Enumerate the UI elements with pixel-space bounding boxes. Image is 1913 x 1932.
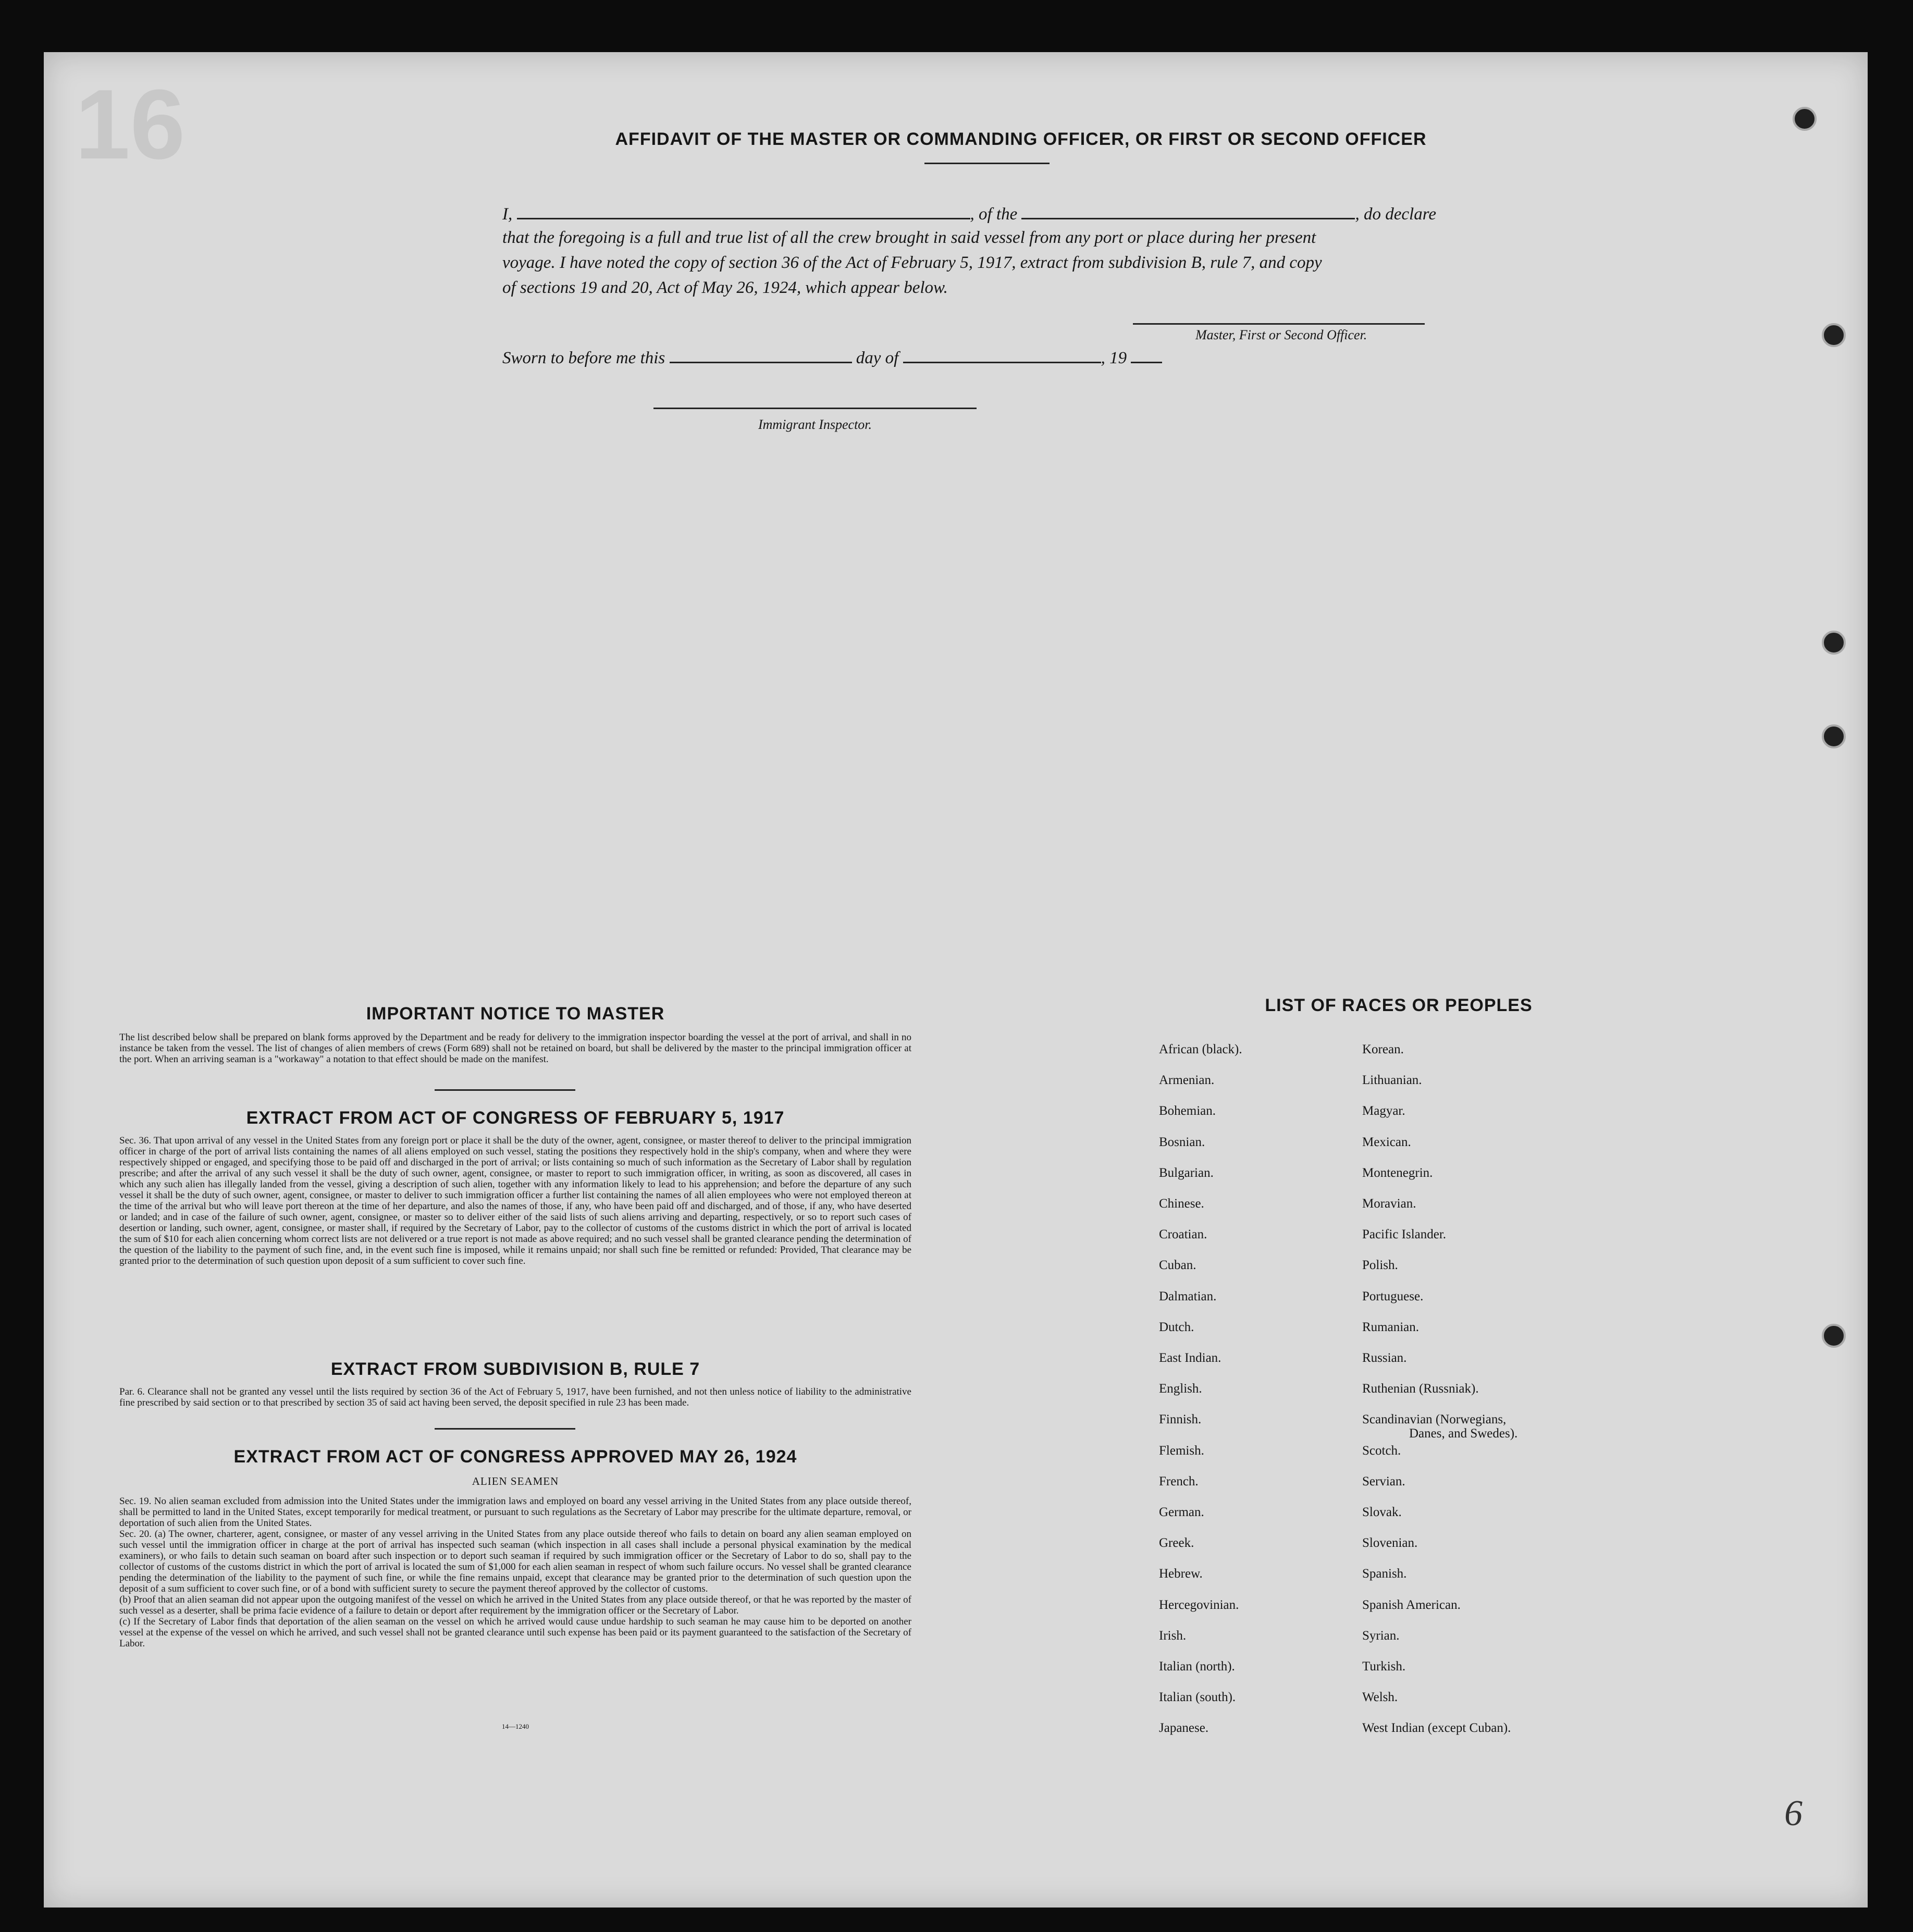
punch-hole [1822,724,1846,748]
race-item-left: Irish. [1159,1628,1187,1643]
race-item-right: Portuguese. [1362,1289,1424,1303]
extract-rule7-body: Par. 6. Clearance shall not be granted any vessel until the lists required by section 36 of the Act of February 5, 1917, have been furnished, and not then unless notice of liability to the administrative fine prescribed by said section or to that prescribed by section 35 of said act having been served, the deposit specified in rule 23 has been made. [119,1386,911,1408]
races-title: LIST OF RACES OR PEOPLES [1265,995,1533,1015]
sec-19: Sec. 19. No alien seaman excluded from admission into the United States under the immigration laws and employed on board any vessel arriving in the United States from any place outside thereof, shall be permitted to land in the United States, except temporarily for medical treatment, or pursuant to such regulations as the Secretary of Labor may prescribe for the ultimate departure, removal, or deportation of such alien from the United States. [119,1496,911,1529]
race-item-right: Slovenian. [1362,1536,1418,1550]
race-item-left: Cuban. [1159,1258,1196,1273]
inspector-signature-line [653,408,977,409]
punch-hole [1822,631,1846,655]
race-item-left: English. [1159,1382,1202,1396]
race-item-right: Scandinavian (Norwegians, [1362,1412,1507,1427]
race-item-left: Finnish. [1159,1412,1202,1427]
handwritten-note: 6 [1784,1793,1803,1833]
race-item-right: Ruthenian (Russniak). [1362,1382,1479,1396]
inspector-label: Immigrant Inspector. [758,417,872,432]
year-text: , 19 [1101,349,1127,367]
race-item-left: Italian (south). [1159,1690,1236,1705]
race-item-right: Turkish. [1362,1659,1406,1673]
affidavit-title: AFFIDAVIT OF THE MASTER OR COMMANDING OFFICER, OR FIRST OR SECOND OFFICER [615,129,1427,149]
sec-20a: Sec. 20. (a) The owner, charterer, agent, consignee, or master of any vessel arriving in the United States from any place outside thereof who fails to detain on board any alien seaman employed on such vessel until the immigration officer in charge at the port of arrival has inspected such seaman (which inspection in all cases shall include a personal physical examination by the medical examiners), or who fails to detain such seaman on board after such inspection or to deport such seaman if required by such immigration officer or the Secretary of Labor to do so, shall pay to the collector of customs of the customs district in which the port of arrival is located the sum of $1,000 for each alien seaman in respect of whom such failure occurs. No vessel shall be granted clearance pending the determination of the liability to the payment of such fine, or while the fine remains unpaid, except that clearance may be granted prior to the determination of such question upon the deposit of a sum sufficient to cover such fine, or of a bond with sufficient surety to secure the payment thereof approved by the collector of customs. [119,1529,911,1594]
notice-body: The list described below shall be prepared on blank forms approved by the Department and be ready for delivery to the immigration inspector boarding the vessel at the port of arrival, and shall in no instance be taken from the vessel. The list of changes of alien members of crews (Form 689) shall not be retained on board, but shall be delivered by the master to the principal immigration officer at the port. When an arriving seaman is a "workaway" a notation to that effect should be made on the manifest. [119,1032,911,1065]
extract-1924-subtitle: ALIEN SEAMEN [472,1475,559,1487]
race-item-left: Dalmatian. [1159,1289,1217,1303]
race-item-left: East Indian. [1159,1351,1221,1365]
race-item-right: Rumanian. [1362,1320,1420,1334]
extract-rule7-title: EXTRACT FROM SUBDIVISION B, RULE 7 [330,1359,700,1379]
notice-title: IMPORTANT NOTICE TO MASTER [366,1004,665,1024]
name-blank [517,203,970,219]
extract-1917-body: Sec. 36. That upon arrival of any vessel in the United States from any foreign port or place it shall be the duty of the owner, agent, consignee, or master thereof to deliver to the principal immigration officer in charge of the port of arrival lists containing the names of all aliens employed on such vessel, stating the positions they respectively hold in the ship's company, when and where they were respectively shipped or engaged, and specifying those to be paid off and discharged in the port of arrival; or lists containing so much of such information as the Secretary of Labor shall by regulation prescribe; and after the arrival of any such vessel it shall be the duty of such owner, agent, consignee, or master to report to such immigration officer, in writing, as soon as discovered, all cases in which any such alien has illegally landed from the vessel, giving a description of such alien, together with any information likely to lead to his apprehension; and before the departure of any such vessel it shall be the duty of such owner, agent, consignee, or master to deliver to such immigration officer a further list containing the names of all alien employees who were not employed thereon at the time of the arrival but who will leave port thereon at the time of her departure, and also the names of those, if any, who have been paid off and discharged, and of those, if any, who have deserted or landed; and in case of the failure of such owner, agent, consignee, or master so to deliver either of the said lists of such aliens arriving and departing, respectively, or so to report such cases of desertion or landing, such owner, agent, consignee, or master shall, if required by the Secretary of Labor, pay to the collector of customs of the customs district in which the port of arrival is located the sum of $10 for each alien concerning whom correct lists are not delivered or a true report is not made as above required; and no such vessel shall be granted clearance pending the determination of the question of the liability to the payment of such fine, and, in the event such fine is imposed, while it remains unpaid; nor shall such fine be remitted or refunded: Provided, That clearance may be granted prior to the determination of such question upon deposit of a sum sufficient to cover such fine. [119,1135,911,1266]
race-item-right: Korean. [1362,1042,1404,1056]
race-item-right: West Indian (except Cuban). [1362,1721,1511,1736]
race-item-left: Dutch. [1159,1320,1194,1334]
race-item-left: Armenian. [1159,1073,1215,1088]
affidavit-line-2: that the foregoing is a full and true list of all the crew brought in said vessel from any port or place during her present [502,228,1316,247]
day-of-text: day of [856,349,899,367]
race-item-right: Montenegrin. [1362,1165,1433,1180]
race-item-left: Bulgarian. [1159,1165,1214,1180]
race-item-left: Bosnian. [1159,1135,1205,1149]
page-number: 16 [75,69,186,180]
race-item-left: African (black). [1159,1042,1242,1056]
extract-1917-title: EXTRACT FROM ACT OF CONGRESS OF FEBRUARY 5, 1917 [246,1108,785,1128]
race-item-continuation: Danes, and Swedes). [1409,1426,1518,1441]
punch-hole [1822,323,1846,347]
extract-1924-body [119,1496,911,1649]
divider [924,163,1050,164]
race-item-right: Russian. [1362,1351,1407,1365]
race-item-left: Italian (north). [1159,1659,1235,1673]
race-item-left: French. [1159,1474,1199,1488]
race-item-right: Polish. [1362,1258,1398,1273]
affidavit-line-3: voyage. I have noted the copy of section 36 of the Act of February 5, 1917, extract from subdivision B, rule 7, and copy [502,253,1322,272]
divider [435,1089,575,1091]
race-item-right: Moravian. [1362,1197,1416,1211]
affidavit-do-declare: , do declare [1355,205,1436,224]
affidavit-line-4: of sections 19 and 20, Act of May 26, 1924, which appear below. [502,278,948,297]
race-item-right: Spanish American. [1362,1597,1461,1612]
master-signature-line [1133,323,1425,325]
race-item-left: Japanese. [1159,1721,1209,1736]
race-item-left: Bohemian. [1159,1104,1216,1118]
punch-hole [1793,107,1817,131]
document-page [44,52,1868,1908]
race-item-left: German. [1159,1505,1204,1519]
vessel-blank [1021,203,1355,219]
race-item-right: Magyar. [1362,1104,1405,1118]
extract-1924-title: EXTRACT FROM ACT OF CONGRESS APPROVED MAY 26, 1924 [233,1447,797,1467]
race-item-right: Spanish. [1362,1567,1407,1581]
day-blank [670,347,852,363]
master-signature-label: Master, First or Second Officer. [1195,327,1367,342]
race-item-right: Syrian. [1362,1628,1400,1643]
race-item-right: Mexican. [1362,1135,1411,1149]
race-item-left: Chinese. [1159,1197,1204,1211]
sworn-text: Sworn to before me this [502,349,665,367]
race-item-left: Hebrew. [1159,1567,1203,1581]
month-blank [903,347,1101,363]
divider [435,1428,575,1430]
race-item-right: Scotch. [1362,1443,1401,1458]
affidavit-line-1 [502,203,1513,224]
sworn-line [502,347,1162,368]
affidavit-i: I, [502,205,513,224]
sec-20b: (b) Proof that an alien seaman did not appear upon the outgoing manifest of the vessel on which he arrived in the United States from any place outside thereof, or that he was reported by the master of such vessel as a deserter, shall be prima facie evidence of a failure to detain or deport after requirement by the immigration officer or the Secretary of Labor. [119,1594,911,1616]
race-item-right: Lithuanian. [1362,1073,1422,1088]
race-item-left: Flemish. [1159,1443,1204,1458]
race-item-right: Welsh. [1362,1690,1398,1705]
punch-hole [1822,1324,1846,1348]
race-item-right: Servian. [1362,1474,1405,1488]
race-item-left: Hercegovinian. [1159,1597,1239,1612]
race-item-left: Croatian. [1159,1227,1207,1242]
race-item-right: Slovak. [1362,1505,1402,1519]
form-number: 14—1240 [502,1722,529,1730]
race-item-left: Greek. [1159,1536,1194,1550]
affidavit-of-the: , of the [970,205,1018,224]
sec-20c: (c) If the Secretary of Labor finds that deportation of the alien seaman on the vessel on which he arrived would cause undue hardship to such seaman he may cause him to be deported on another vessel at the expense of the vessel on which he arrived, and such vessel shall not be granted clearance until such expense has been paid or its payment guaranteed to the satisfaction of the Secretary of Labor. [119,1616,911,1649]
year-blank [1131,347,1162,363]
race-item-right: Pacific Islander. [1362,1227,1447,1242]
